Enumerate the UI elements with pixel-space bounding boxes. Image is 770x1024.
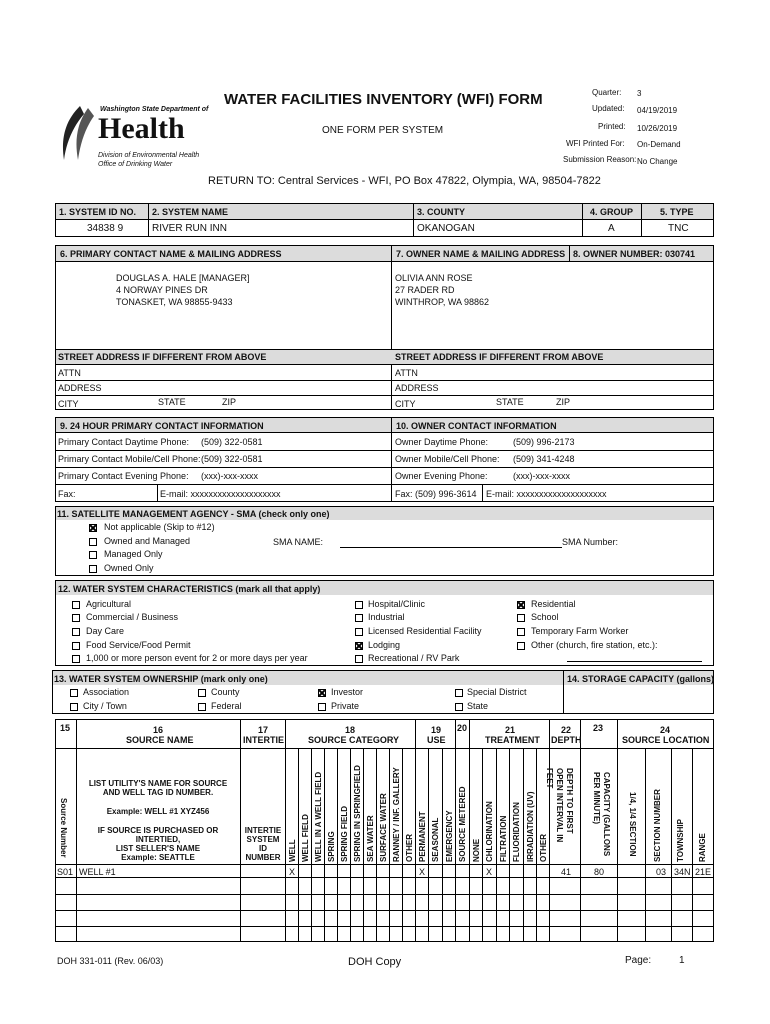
char-agricultural-checkbox[interactable] [72, 601, 80, 609]
owner-zip: ZIP [556, 397, 571, 407]
intertie-line: INTERTIE [244, 826, 282, 835]
primary-street-label: STREET ADDRESS IF DIFFERENT FROM ABOVE [58, 352, 267, 362]
p-mobile-value: (509) 322-0581 [201, 454, 263, 464]
col-18-label: SOURCE CATEGORY [308, 735, 400, 745]
cat-other: OTHER [405, 834, 414, 862]
col-21-label: TREATMENT [485, 735, 540, 745]
instruction-line: AND WELL TAG ID NUMBER. [102, 788, 214, 797]
own-city-town-checkbox[interactable] [70, 703, 78, 711]
o-email: E-mail: xxxxxxxxxxxxxxxxxxxx [486, 489, 607, 499]
quarter-label: Quarter: [592, 88, 622, 97]
col-23: 23 [593, 723, 604, 733]
primary-state: STATE [158, 397, 186, 407]
doh-logo [50, 104, 210, 174]
char-option: Industrial [368, 612, 405, 622]
char-option: Agricultural [86, 599, 132, 609]
sma-owned-managed-checkbox[interactable] [89, 538, 97, 546]
p-fax: Fax: [58, 489, 76, 499]
p-day-label: Primary Contact Daytime Phone: [58, 437, 190, 447]
primary-attn: ATTN [58, 368, 81, 378]
own-option: Investor [331, 687, 364, 697]
o-day-label: Owner Daytime Phone: [395, 437, 489, 447]
page-title: WATER FACILITIES INVENTORY (WFI) FORM [224, 91, 543, 108]
cat-spring-in-springfield: SPRING IN SPRINGFIELD [353, 765, 362, 862]
type-value: TNC [668, 223, 689, 234]
printed-for-value: On-Demand [637, 140, 681, 149]
col-18: 18 [345, 725, 356, 735]
group-value: A [608, 223, 615, 234]
treat-irradiation: IRRADIATION (UV) [526, 791, 535, 862]
char-event-checkbox[interactable] [72, 655, 80, 663]
ownership-label: 13. WATER SYSTEM OWNERSHIP (mark only one) [54, 674, 268, 684]
primary-city: CITY [58, 399, 79, 409]
logo-name: Health [98, 112, 185, 145]
char-hospital-checkbox[interactable] [355, 601, 363, 609]
o-mobile-label: Owner Mobile/Cell Phone: [395, 454, 500, 464]
submission-reason-value: No Change [637, 157, 678, 166]
col-19: 19 [431, 725, 442, 735]
o-mobile-value: (509) 341-4248 [513, 454, 575, 464]
p-email: E-mail: xxxxxxxxxxxxxxxxxxxx [160, 489, 281, 499]
own-private-checkbox[interactable] [318, 703, 326, 711]
row-category-mark: X [289, 867, 296, 877]
row-treatment-mark: X [486, 867, 493, 877]
system-id-value: 34838 9 [87, 223, 124, 234]
sma-label: 11. SATELLITE MANAGEMENT AGENCY - SMA (check only one) [57, 509, 330, 519]
page-label: Page: [625, 955, 652, 966]
char-licensed-residential-checkbox[interactable] [355, 628, 363, 636]
row-source-name: WELL #1 [79, 867, 116, 877]
storage-label: 14. STORAGE CAPACITY (gallons) [567, 674, 715, 684]
logo-office: Office of Drinking Water [98, 161, 173, 168]
col-16-label: SOURCE NAME [126, 735, 194, 745]
owner-line: WINTHROP, WA 98862 [395, 297, 490, 307]
logo-division: Division of Environmental Health [98, 152, 200, 159]
cat-ranney: RANNEY / INF. GALLERY [392, 767, 401, 862]
sma-option: Managed Only [104, 549, 163, 559]
cat-spring: SPRING [327, 831, 336, 862]
char-option: Day Care [86, 626, 125, 636]
source-number-header: Source Number [59, 798, 68, 858]
col-15: 15 [60, 723, 71, 733]
sma-name-label: SMA NAME: [273, 537, 324, 547]
instruction-line: INTERTIED, [135, 835, 181, 844]
intertie-line: ID [259, 844, 267, 853]
primary-contact-line: TONASKET, WA 98855-9433 [116, 297, 233, 307]
logo-dept: Washington State Department of [100, 106, 209, 113]
own-option: Association [83, 687, 130, 697]
p-mobile-label: Primary Contact Mobile/Cell Phone: [58, 454, 201, 464]
sma-number-label: SMA Number: [562, 537, 619, 547]
updated-label: Updated: [592, 104, 625, 113]
treat-filtration: FILTRATION [499, 815, 508, 862]
char-option: School [531, 612, 559, 622]
col-22-label: DEPTH [551, 735, 582, 745]
treat-other: OTHER [539, 834, 548, 862]
loc-quarter-section: 1/4, 1/4 SECTION [628, 792, 637, 857]
copy-label: DOH Copy [348, 956, 402, 968]
own-option: Federal [211, 701, 242, 711]
sma-managed-only-checkbox[interactable] [89, 551, 97, 559]
primary-contact-label: 6. PRIMARY CONTACT NAME & MAILING ADDRESS [60, 249, 282, 259]
loc-range: RANGE [698, 833, 707, 862]
char-option: Hospital/Clinic [368, 599, 426, 609]
col-19-label: USE [427, 735, 446, 745]
o-fax: Fax: (509) 996-3614 [395, 489, 477, 499]
page-number: 1 [679, 955, 685, 966]
sma-option: Owned and Managed [104, 536, 191, 546]
row-use-mark: X [419, 867, 426, 877]
col-21: 21 [505, 725, 516, 735]
p-eve-label: Primary Contact Evening Phone: [58, 471, 189, 481]
char-food-service-checkbox[interactable] [72, 642, 80, 650]
sma-option: Owned Only [104, 563, 154, 573]
page-subtitle: ONE FORM PER SYSTEM [322, 125, 444, 136]
own-option: State [467, 701, 489, 711]
submission-reason-label: Submission Reason: [563, 155, 637, 164]
use-seasonal: SEASONAL [431, 817, 440, 862]
char-option: Licensed Residential Facility [368, 626, 482, 636]
source-metered: SOURCE METERED [458, 786, 467, 862]
instruction-line: LIST UTILITY'S NAME FOR SOURCE [88, 779, 228, 788]
char-school-checkbox[interactable] [517, 614, 525, 622]
sma-owned-only-checkbox[interactable] [89, 565, 97, 573]
char-residential-checkbox[interactable] [517, 601, 525, 609]
char-daycare-checkbox[interactable] [72, 628, 80, 636]
col-24: 24 [660, 725, 671, 735]
col-22: 22 [561, 725, 572, 735]
row-source-number: S01 [57, 867, 74, 877]
use-emergency: EMERGENCY [445, 810, 454, 862]
instruction-line: Example: WELL #1 XYZ456 [106, 807, 210, 816]
treat-none: NONE [472, 838, 481, 862]
primary-address: ADDRESS [58, 383, 102, 393]
own-option: Private [331, 701, 360, 711]
logo-mark-icon [50, 104, 100, 164]
updated-value: 04/19/2019 [637, 106, 678, 115]
cat-well-field: WELL FIELD [301, 814, 310, 862]
system-name-label: 2. SYSTEM NAME [152, 207, 229, 217]
owner-name-label: 7. OWNER NAME & MAILING ADDRESS [396, 249, 566, 259]
char-option: Lodging [368, 640, 401, 650]
depth-header: DEPTH TO FIRST OPEN INTERVAL IN FEET [545, 768, 574, 843]
sma-not-applicable-checkbox[interactable] [89, 524, 97, 532]
col-24-label: SOURCE LOCATION [622, 735, 710, 745]
own-federal-checkbox[interactable] [198, 703, 206, 711]
intertie-line: SYSTEM [246, 835, 280, 844]
char-lodging-checkbox[interactable] [355, 642, 363, 650]
primary-zip: ZIP [222, 397, 237, 407]
cat-surface-water: SURFACE WATER [379, 793, 388, 862]
instruction-line: LIST SELLER'S NAME [115, 844, 201, 853]
owner-street-label: STREET ADDRESS IF DIFFERENT FROM ABOVE [395, 352, 604, 362]
county-label: 3. COUNTY [417, 207, 466, 217]
system-id-label: 1. SYSTEM ID NO. [59, 207, 137, 217]
treat-fluoridation: FLUORIDATION [512, 802, 521, 862]
use-permanent: PERMANENT [418, 811, 427, 862]
char-option: Other (church, fire station, etc.): [531, 640, 658, 650]
owner-line: OLIVIA ANN ROSE [395, 273, 473, 283]
o-day-value: (509) 996-2173 [513, 437, 575, 447]
o-eve-value: (xxx)-xxx-xxxx [513, 471, 570, 481]
char-option: Food Service/Food Permit [86, 640, 191, 650]
instruction-line: IF SOURCE IS PURCHASED OR [97, 826, 219, 835]
p-day-value: (509) 322-0581 [201, 437, 263, 447]
owner-attn: ATTN [395, 368, 418, 378]
intertie-line: NUMBER [245, 853, 281, 862]
char-option: 1,000 or more person event for 2 or more days per year [86, 653, 308, 663]
char-temp-farm-checkbox[interactable] [517, 628, 525, 636]
owner-state: STATE [496, 397, 524, 407]
own-option: County [211, 687, 240, 697]
return-to: RETURN TO: Central Services - WFI, PO Box 47822, Olympia, WA, 98504-7822 [208, 175, 601, 187]
row-range: 21E [695, 867, 712, 877]
char-other-field[interactable] [567, 661, 702, 662]
char-option: Commercial / Business [86, 612, 179, 622]
sma-name-field[interactable] [340, 547, 562, 548]
loc-township: TOWNSHIP [676, 819, 685, 862]
instruction-line: Example: SEATTLE [121, 853, 195, 862]
owner-number-label: 8. OWNER NUMBER: 030741 [573, 249, 696, 259]
col-16: 16 [153, 725, 164, 735]
row-township: 34N [674, 867, 691, 877]
p-eve-value: (xxx)-xxx-xxxx [201, 471, 258, 481]
sma-option: Not applicable (Skip to #12) [104, 522, 215, 532]
own-special-district-checkbox[interactable] [455, 689, 463, 697]
cat-sea-water: SEA WATER [366, 815, 375, 862]
treat-chlorination: CHLORINATION [485, 801, 494, 862]
primary-phone-label: 9. 24 HOUR PRIMARY CONTACT INFORMATION [60, 421, 264, 431]
own-association-checkbox[interactable] [70, 689, 78, 697]
own-investor-checkbox[interactable] [318, 689, 326, 697]
group-label: 4. GROUP [590, 207, 634, 217]
own-county-checkbox[interactable] [198, 689, 206, 697]
quarter-value: 3 [637, 89, 642, 98]
owner-city: CITY [395, 399, 416, 409]
type-label: 5. TYPE [660, 207, 694, 217]
county-value: OKANOGAN [417, 223, 475, 234]
form-id: DOH 331-011 (Rev. 06/03) [57, 956, 164, 966]
char-other-checkbox[interactable] [517, 642, 525, 650]
row-capacity: 80 [594, 867, 605, 877]
own-option: Special District [467, 687, 527, 697]
char-option: Recreational / RV Park [368, 653, 460, 663]
cat-well: WELL [288, 839, 297, 862]
own-state-checkbox[interactable] [455, 703, 463, 711]
cat-spring-field: SPRING FIELD [340, 805, 349, 862]
cat-well-in-field: WELL IN A WELL FIELD [314, 771, 323, 862]
char-option: Residential [531, 599, 576, 609]
printed-for-label: WFI Printed For: [566, 139, 625, 148]
char-industrial-checkbox[interactable] [355, 614, 363, 622]
own-option: City / Town [83, 701, 127, 711]
capacity-header: CAPACITY (GALLONS PER MINUTE) [592, 772, 611, 857]
owner-address: ADDRESS [395, 383, 439, 393]
primary-contact-line: 4 NORWAY PINES DR [116, 285, 208, 295]
char-recreational-checkbox[interactable] [355, 655, 363, 663]
row-depth: 41 [561, 867, 572, 877]
printed-label: Printed: [598, 122, 626, 131]
owner-phone-label: 10. OWNER CONTACT INFORMATION [396, 421, 557, 431]
printed-value: 10/26/2019 [637, 124, 678, 133]
system-name-value: RIVER RUN INN [152, 223, 228, 234]
owner-line: 27 RADER RD [395, 285, 455, 295]
char-commercial-checkbox[interactable] [72, 614, 80, 622]
col-17: 17 [258, 725, 269, 735]
char-option: Temporary Farm Worker [531, 626, 629, 636]
col-17-label: INTERTIE [243, 735, 285, 745]
loc-section-number: SECTION NUMBER [653, 789, 662, 862]
characteristics-label: 12. WATER SYSTEM CHARACTERISTICS (mark all that apply) [58, 584, 321, 594]
contact-section [55, 245, 714, 410]
col-20: 20 [457, 723, 468, 733]
o-eve-label: Owner Evening Phone: [395, 471, 488, 481]
primary-contact-line: DOUGLAS A. HALE [MANAGER] [116, 273, 250, 283]
row-section: 03 [656, 867, 667, 877]
